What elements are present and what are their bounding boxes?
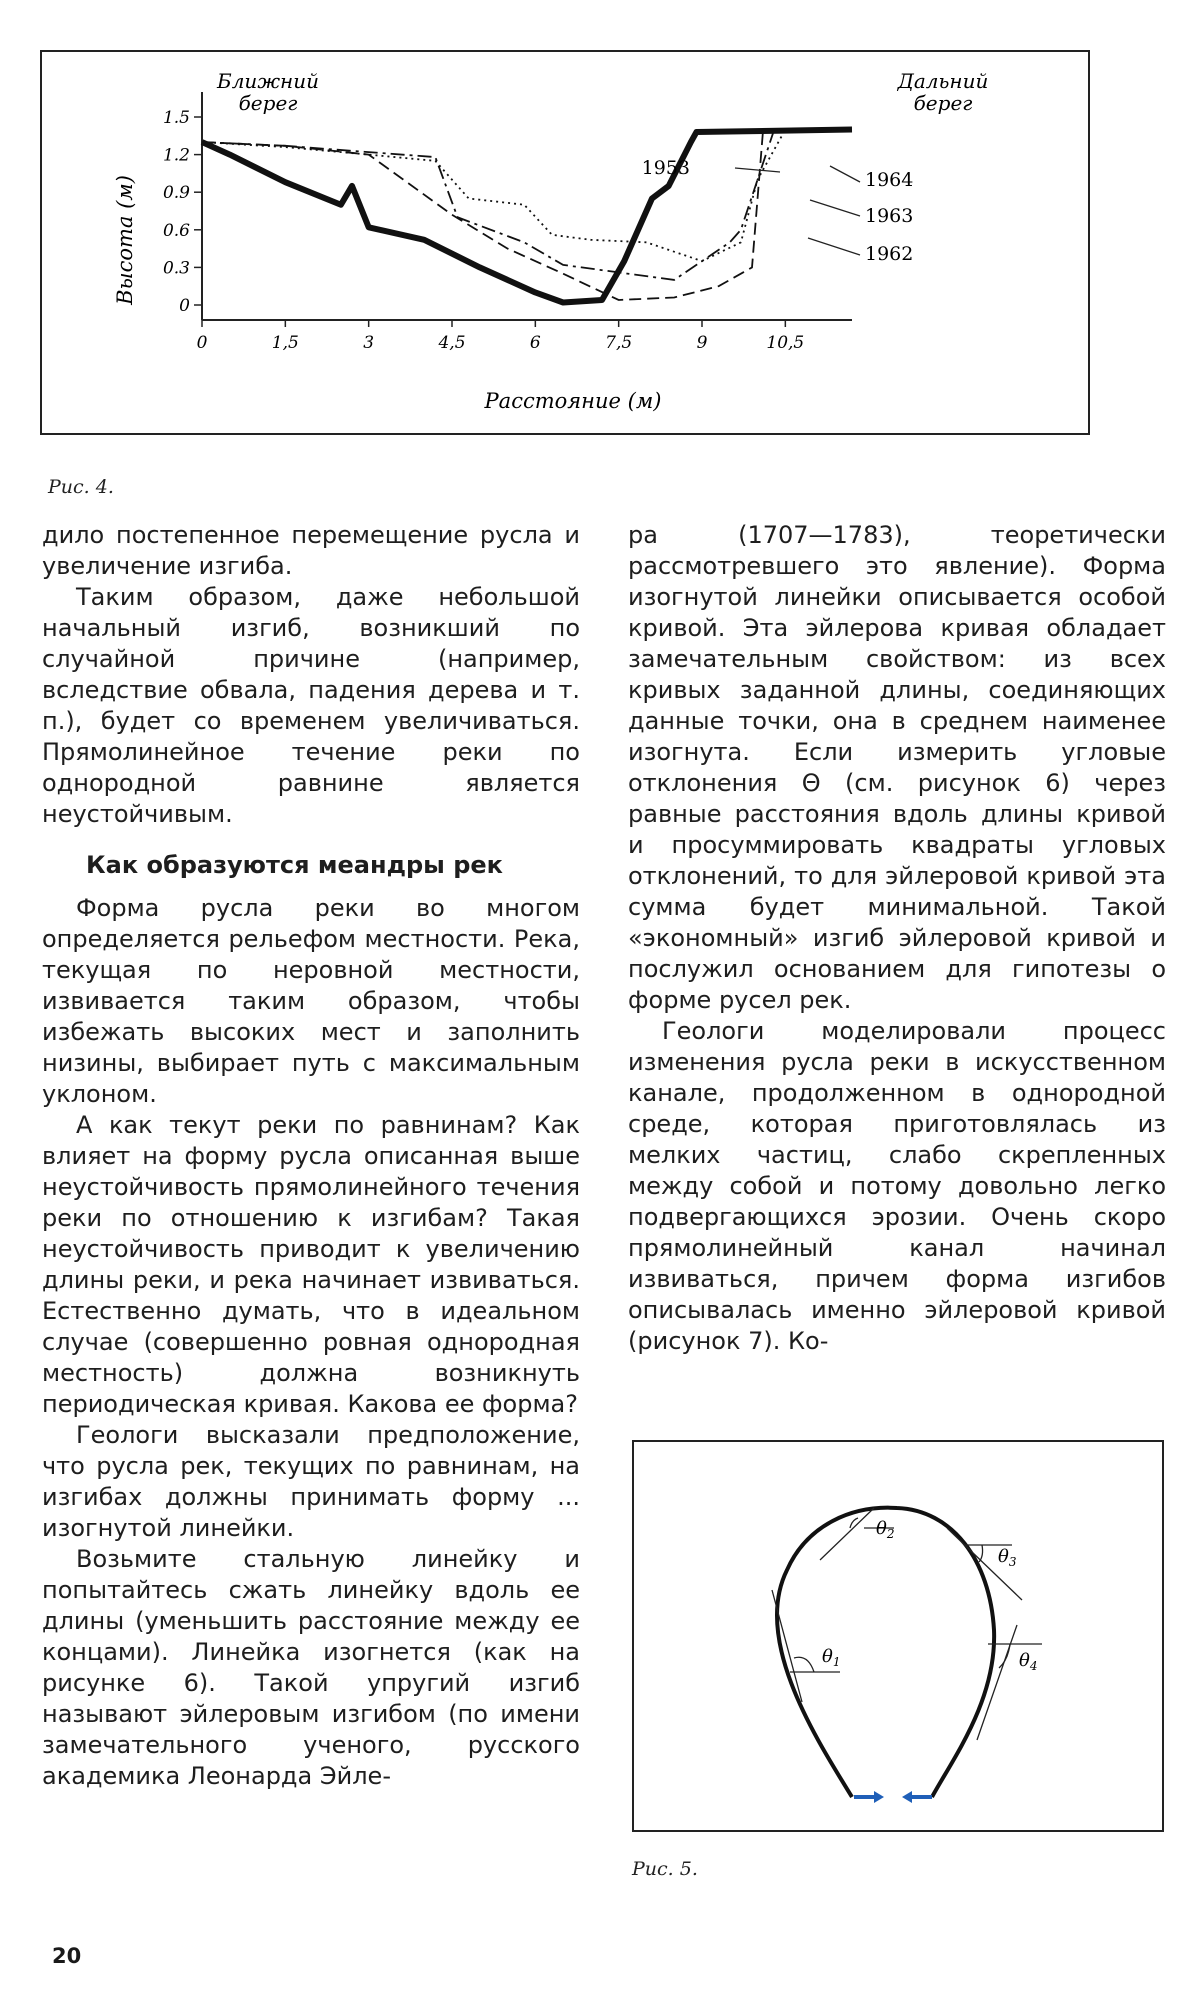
far-bank-label-2: берег (913, 91, 973, 115)
y-axis-title: Высота (м) (113, 175, 137, 305)
x-tick-label: 1,5 (271, 333, 299, 353)
page-number: 20 (52, 1944, 82, 1968)
paragraph: Форма русла реки во многом определяется рельефом местности. Река, текущая по неровной местности, извивается таким образом, чтобы избежать высоких мест и заполнить низины, выбирает путь с максимальным уклоном. (42, 894, 580, 1108)
theta-1-label: $\theta_1$ (822, 1646, 841, 1669)
figure-5 (632, 1440, 1164, 1832)
y-tick-label: 1.2 (162, 145, 190, 166)
paragraph: А как текут реки по равнинам? Как влияет на форму русла описанная выше неустойчивость прямолинейного течения реки по отношению к изгибам? Такая неустойчивость приводит к увеличению длины реки, и река начинает извиваться. Естественно думать, что в идеальном случае (совершенно ровная однородная местность) должна возникнуть периодическая кривая. Какова ее форма? (42, 1111, 580, 1418)
near-bank-label-1: Ближний (217, 69, 319, 93)
y-tick-label: 0 (179, 296, 190, 316)
figure-4 (40, 50, 1090, 435)
figure-5-frame (633, 1441, 1163, 1831)
x-tick-label: 7,5 (605, 333, 633, 353)
year-label: 1953 (641, 157, 690, 179)
x-axis-title: Расстояние (м) (484, 389, 662, 413)
x-tick-label: 4,5 (438, 333, 466, 353)
paragraph: Геологи высказали предположение, что русла рек, текущих по равнинам, на изгибах должны принимать форму ... изогнутой линейки. (42, 1421, 580, 1542)
column-right (628, 520, 1166, 1357)
year-label: 1963 (865, 205, 914, 227)
paragraph: дило постепенное перемещение русла и увеличение изгиба. (42, 521, 580, 580)
figure-4-caption: Рис. 4. (48, 476, 114, 498)
year-label: 1962 (865, 243, 914, 265)
column-left (42, 520, 580, 1792)
x-tick-label: 9 (696, 333, 708, 353)
far-bank-label-1: Дальний (897, 69, 989, 93)
y-tick-label: 0.3 (162, 258, 190, 279)
figure-5-diagram (632, 1440, 1164, 1832)
x-tick-label: 6 (529, 333, 541, 353)
x-tick-label: 3 (363, 333, 375, 353)
paragraph: ра (1707—1783), теоретически рассмотревшего это явление). Форма изогнутой линейки описывается особой кривой. Эта эйлерова кривая обладает замечательным свойством: из всех кривых заданной длины, соединяющих данные точки, она в среднем наименее изогнута. Если измерить угловые отклонения Θ (см. рисунок 6) через равные расстояния вдоль длины кривой и просуммировать квадраты угловых отклонений, то для эйлеровой кривой эта сумма будет минимальной. Такой «экономный» изгиб эйлеровой кривой и послужил основанием для гипотезы о форме русел рек. (628, 521, 1166, 1014)
year-label: 1964 (865, 169, 914, 191)
theta-3-label: $\theta_3$ (998, 1546, 1017, 1569)
y-tick-label: 0.6 (162, 220, 190, 241)
y-tick-label: 1.5 (162, 108, 190, 128)
paragraph: Возьмите стальную линейку и попытайтесь сжать линейку вдоль ее длины (уменьшить расстояние между ее концами). Линейка изогнется (как на рисунке 6). Такой упругий изгиб называют эйлеровым изгибом (по имени замечательного ученого, русского академика Леонарда Эйле- (42, 1545, 580, 1790)
theta-2-label: $\theta_2$ (876, 1518, 895, 1541)
near-bank-label-2: берег (238, 91, 298, 115)
paragraph: Таким образом, даже небольшой начальный изгиб, возникший по случайной причине (например, вследствие обвала, падения дерева и т. п.), будет со временем увеличиваться. Прямолинейное течение реки по однородной равнине является неустойчивым. (42, 583, 580, 828)
theta-4-label: $\theta_4$ (1019, 1650, 1038, 1673)
paragraph: Геологи моделировали процесс изменения русла реки в искусственном канале, продолженном в однородной среде, которая приготовлялась из мелких частиц, слабо скрепленных между собой и потому довольно легко подвергающихся эрозии. Очень скоро прямолинейный канал начинал извиваться, причем форма изгибов описывалась именно эйлеровой кривой (рисунок 7). Ко- (628, 1017, 1166, 1355)
section-heading: Как образуются меандры рек (86, 851, 503, 879)
figure-4-chart (40, 50, 1090, 435)
y-tick-label: 0.9 (162, 183, 190, 204)
x-tick-label: 10,5 (766, 333, 805, 353)
x-tick-label: 0 (196, 333, 208, 353)
figure-5-caption: Рис. 5. (632, 1858, 698, 1880)
